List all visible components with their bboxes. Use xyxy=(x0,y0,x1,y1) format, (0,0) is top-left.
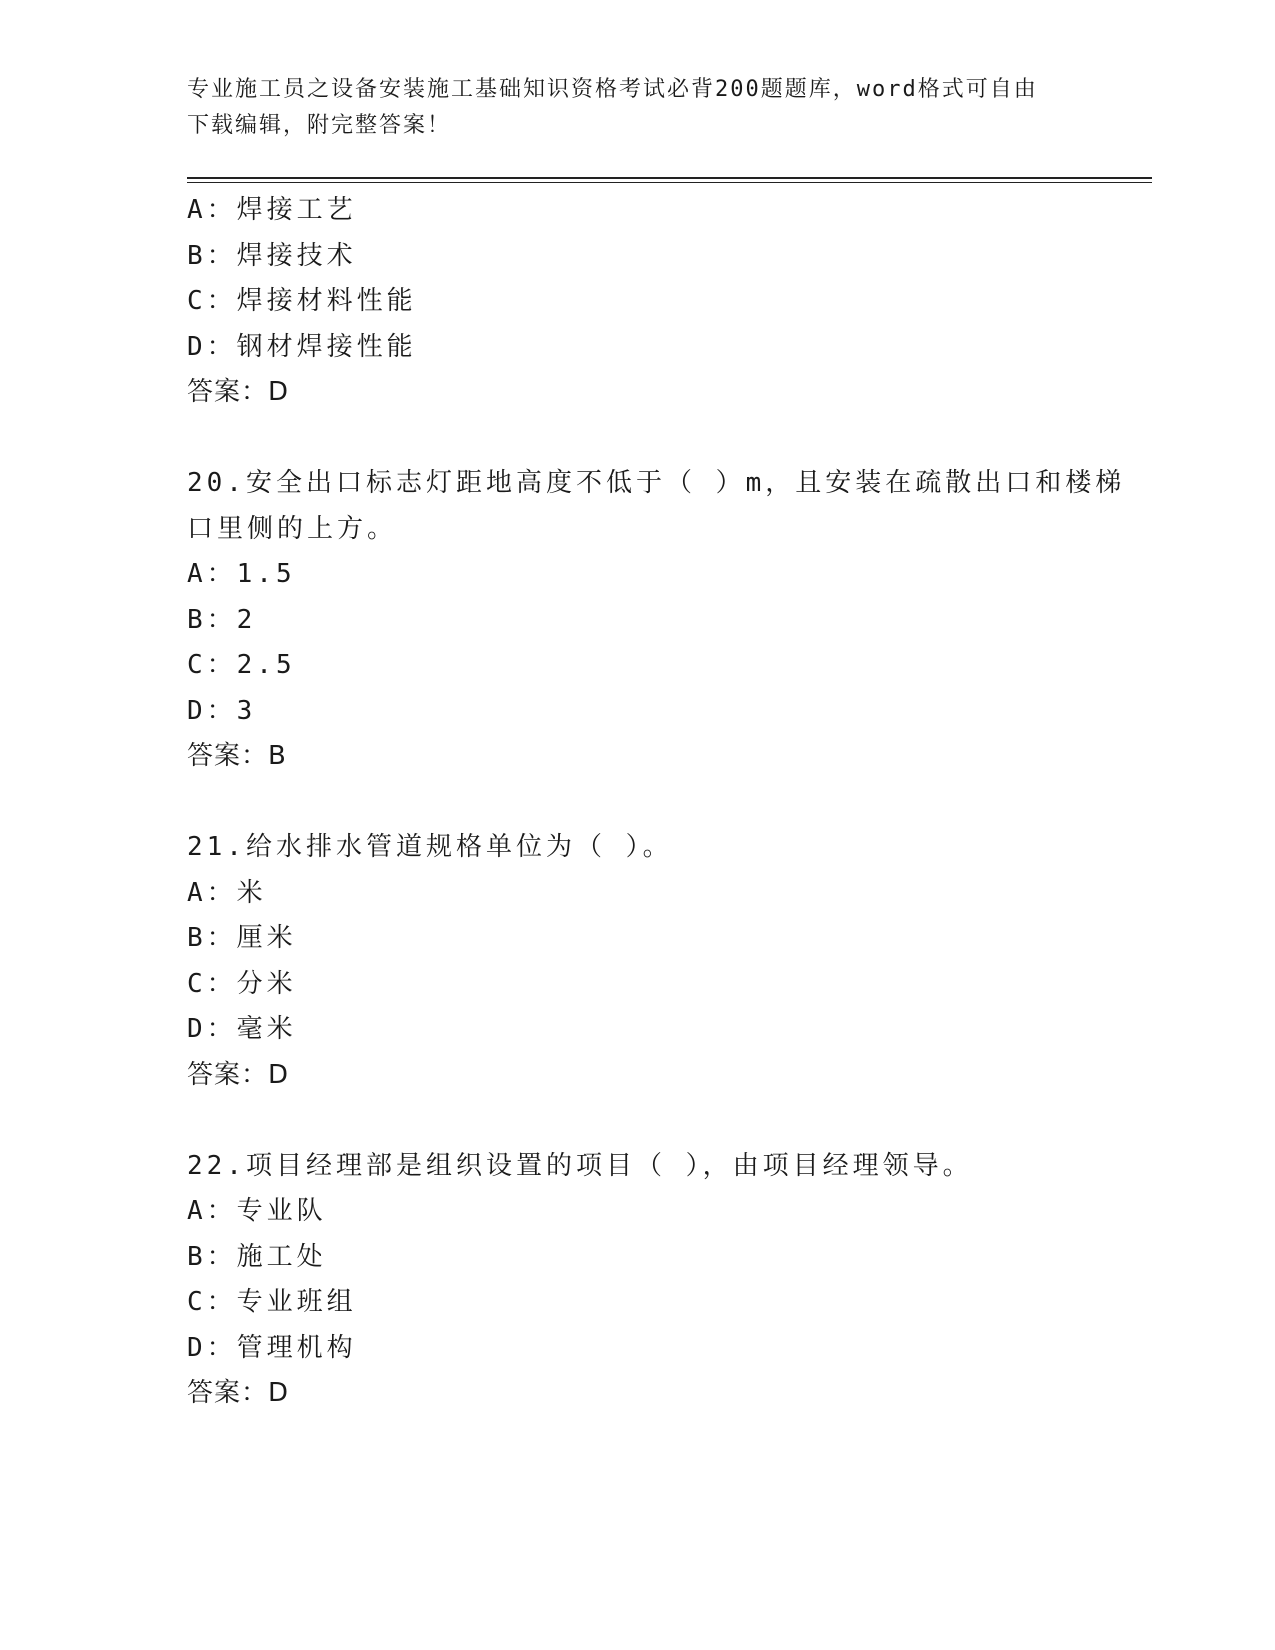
option-c: C：分米 xyxy=(187,968,297,999)
answer-line: 答案：B xyxy=(187,741,287,771)
answer-line: 答案：D xyxy=(187,1059,290,1090)
option-c: C：专业班组 xyxy=(187,1287,357,1317)
header-rule-thin xyxy=(187,182,1152,183)
header-rule-thick xyxy=(187,177,1152,179)
option-a: A：焊接工艺 xyxy=(187,195,357,225)
question-19 xyxy=(187,188,1087,416)
question-list xyxy=(187,188,1126,1417)
answer-line: 答案：D xyxy=(187,1378,290,1408)
option-b: B：厘米 xyxy=(187,923,297,953)
option-a: A：1.5 xyxy=(187,559,296,589)
option-c: C：焊接材料性能 xyxy=(187,286,417,316)
option-b: B：焊接技术 xyxy=(187,240,357,271)
question-22 xyxy=(187,1144,1087,1417)
question-text-line-1: 22.项目经理部是组织设置的项目（ ），由项目经理领导。 xyxy=(187,1150,973,1181)
question-text-line-1: 20.安全出口标志灯距地高度不低于（ ）m，且安装在疏散出口和楼梯 xyxy=(187,468,1126,498)
option-b: B：2 xyxy=(187,604,257,635)
question-text-line-2: 口里侧的上方。 xyxy=(187,513,398,544)
option-d: D：管理机构 xyxy=(187,1332,357,1363)
answer-line: 答案：D xyxy=(187,377,290,407)
option-a: A：米 xyxy=(187,877,267,908)
option-d: D：钢材焊接性能 xyxy=(187,331,417,362)
question-20 xyxy=(187,461,1126,780)
header-line-2: 下载编辑，附完整答案！ xyxy=(187,113,452,138)
document-header xyxy=(187,72,1087,144)
option-b: B：施工处 xyxy=(187,1241,327,1272)
option-a: A：专业队 xyxy=(187,1196,327,1226)
header-line-1: 专业施工员之设备安装施工基础知识资格考试必背200题题库，word格式可自由 xyxy=(187,77,1038,102)
option-c: C：2.5 xyxy=(187,650,296,680)
question-21 xyxy=(187,825,1087,1098)
question-text-line-1: 21.给水排水管道规格单位为（ ）。 xyxy=(187,832,673,862)
option-d: D：3 xyxy=(187,695,257,726)
option-d: D：毫米 xyxy=(187,1014,297,1044)
